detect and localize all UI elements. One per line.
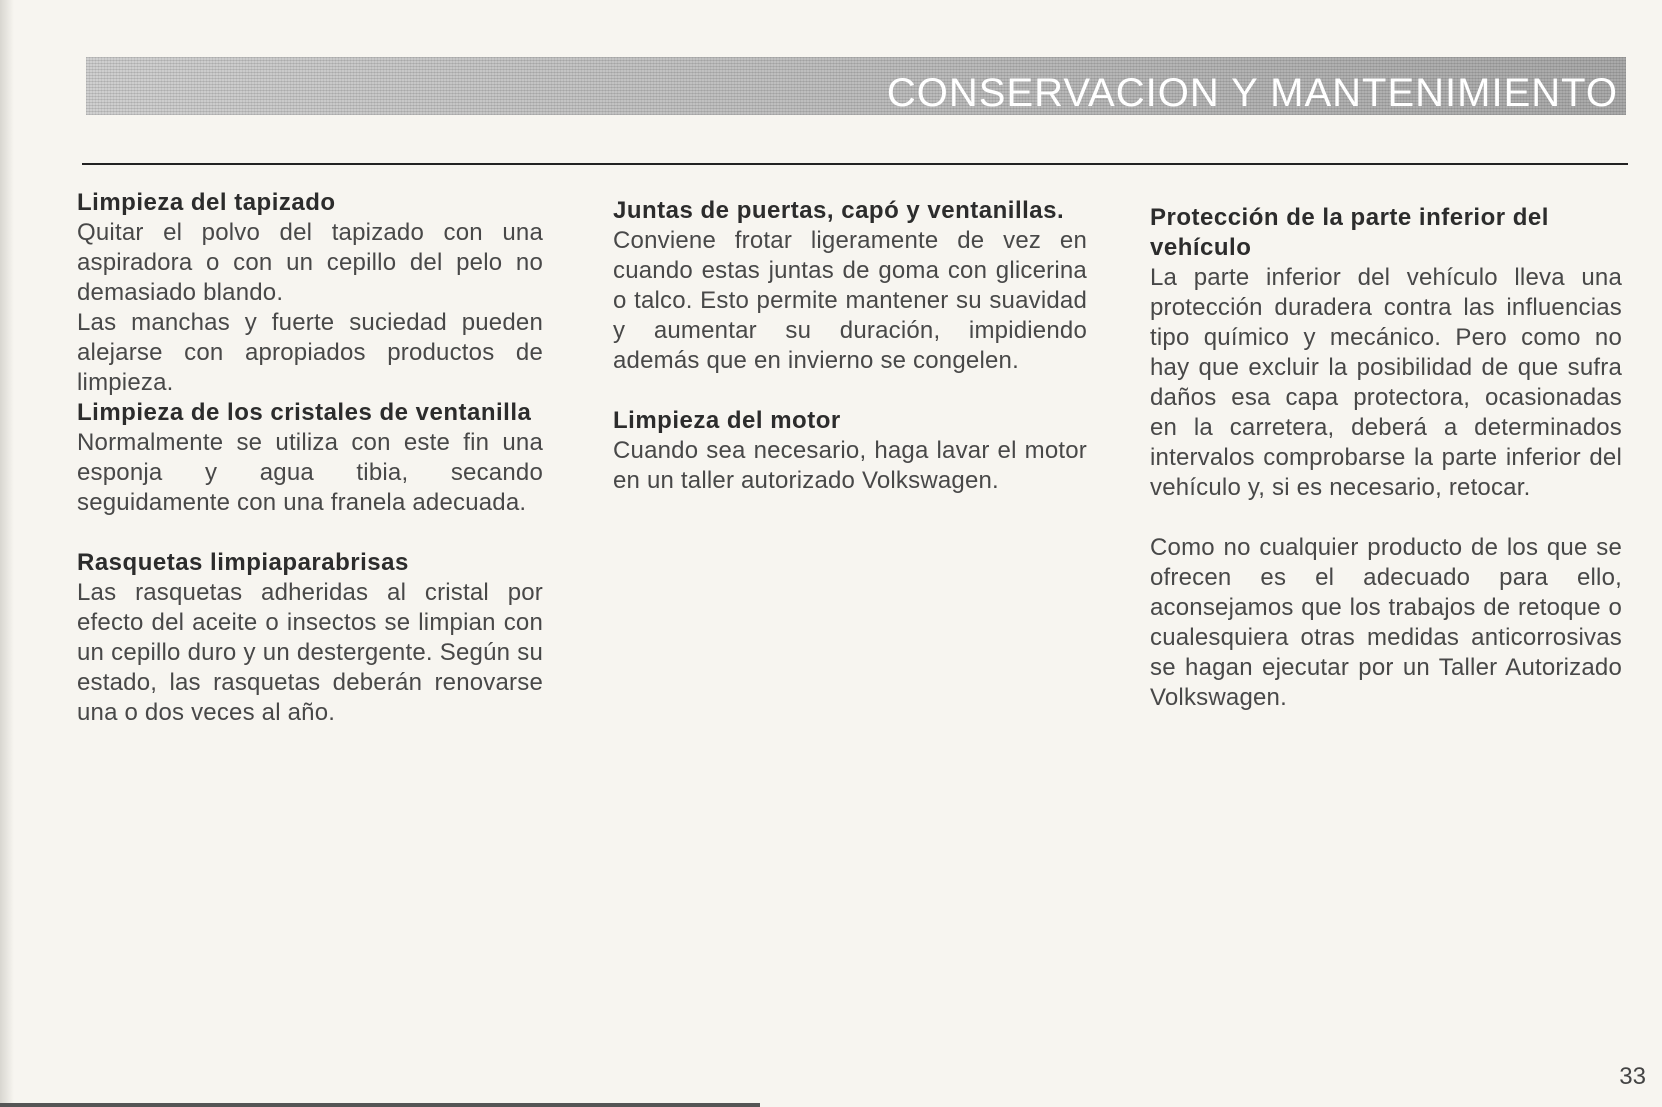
paragraph-engine-cleaning: Cuando sea necesario, haga lavar el motor en un taller autorizado Volkswagen. (613, 437, 1087, 494)
heading-upholstery-cleaning: Limpieza del tapizado (77, 189, 336, 216)
section-header-bar (86, 57, 1626, 115)
paragraph-underbody-protection: La parte inferior del vehículo lleva una protección duradera contra las influencias tipo químico y mecánico. Pero como no hay que excluir la posibilidad de que sufra daños esa capa protectora, ocasionadas en la carretera, deberá a determinados intervalos comprobarse la parte inferior del vehículo y, si es necesario, retocar. (1150, 264, 1622, 501)
heading-underbody-protection: Protección de la parte inferior del vehículo (1150, 204, 1549, 261)
text-column-right (1150, 203, 1622, 713)
heading-wiper-blades: Rasquetas limpiaparabrisas (77, 549, 409, 576)
section-title: CONSERVACION Y MANTENIMIENTO (886, 71, 1618, 115)
paragraph-door-seals: Conviene frotar ligeramente de vez en cuando estas juntas de goma con glicerina o talco. Esto permite mantener su suavidad y aumentar su duración, impidiendo además que en invierno se congelen. (613, 227, 1087, 374)
page-number: 33 (1619, 1063, 1646, 1090)
heading-window-glass-cleaning: Limpieza de los cristales de ventanilla (77, 399, 532, 426)
spacer (613, 376, 1087, 406)
text-column-middle (613, 196, 1087, 496)
text-column-left (77, 188, 543, 728)
paragraph-upholstery-stains: Las manchas y fuerte suciedad pueden alejarse con apropiados productos de limpieza. (77, 309, 543, 396)
heading-engine-cleaning: Limpieza del motor (613, 407, 841, 434)
header-divider (82, 163, 1628, 165)
spacer (77, 518, 543, 548)
heading-door-seals: Juntas de puertas, capó y ventanillas. (613, 197, 1065, 224)
paragraph-upholstery-dust: Quitar el polvo del tapizado con una aspiradora o con un cepillo del pelo no demasiado blando. (77, 219, 543, 306)
paragraph-underbody-advice: Como no cualquier producto de los que se ofrecen es el adecuado para ello, aconsejamos que los trabajos de retoque o cualesquiera otras medidas anticorrosivas se hagan ejecutar por un Taller Autorizado Volkswagen. (1150, 534, 1622, 711)
page-binding-edge (0, 0, 14, 1107)
paragraph-window-glass: Normalmente se utiliza con este fin una esponja y agua tibia, secando seguidamente con una franela adecuada. (77, 429, 543, 516)
spacer (1150, 503, 1622, 533)
page-bottom-edge (0, 1103, 760, 1107)
paragraph-wiper-blades: Las rasquetas adheridas al cristal por efecto del aceite o insectos se limpian con un cepillo duro y un destergente. Según su estado, las rasquetas deberán renovarse una o dos veces al año. (77, 579, 543, 726)
